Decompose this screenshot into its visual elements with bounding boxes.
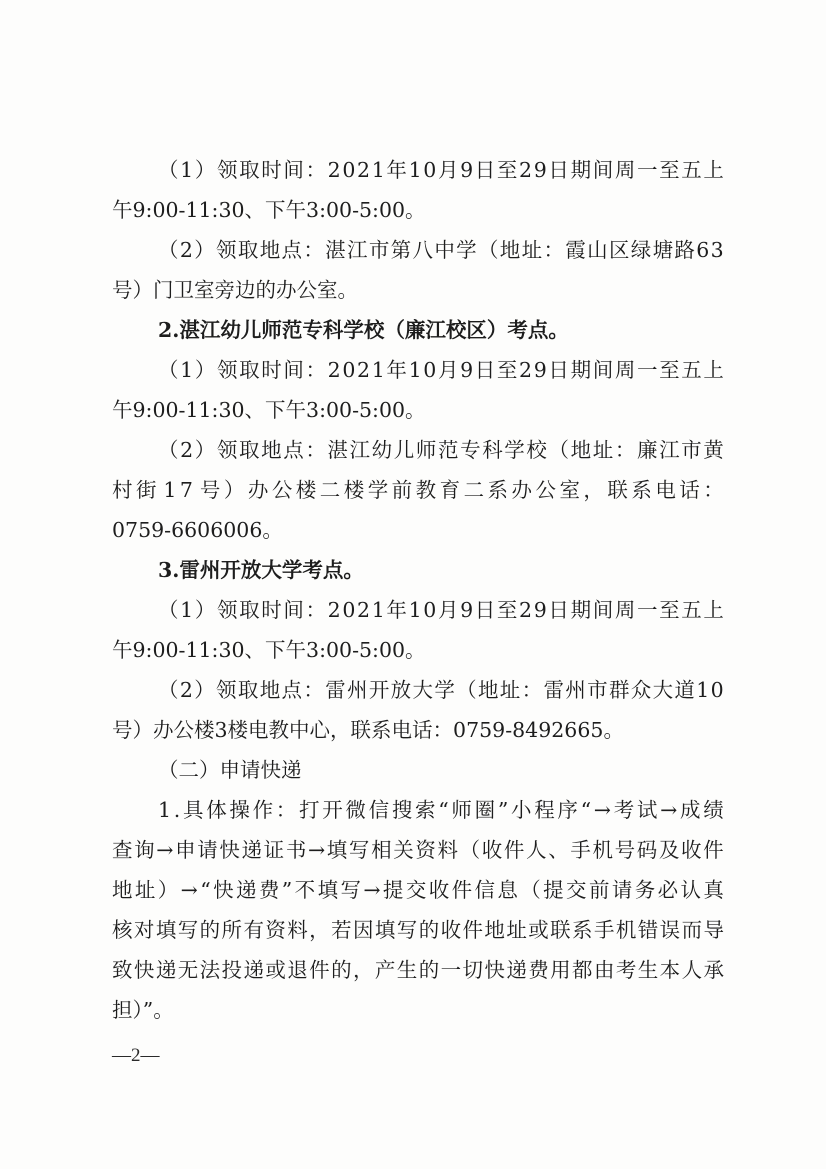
paragraph-line: （ 2 ） 领 取 地 点 ： 湛 江 幼 儿 师 范 专 科 学 校 （ 地 址 ： 廉 江 市 黄 (158, 438, 724, 462)
paragraph-line: 地 址 ） → “ 快 递 费 ” 不 填 写 → 提 交 收 件 信 息 （ 提 交 前 请 务 必 认 真 (112, 878, 724, 902)
paragraph-line: 担）”。 (112, 998, 174, 1022)
paragraph-line: （ 1 ） 领 取 时 间 ： 2 0 2 1 年 1 0 月 9 日 至 2 9 日 期 间 周 一 至 五 上 (158, 358, 724, 382)
section-heading: 3.雷州开放大学考点。 (158, 558, 364, 582)
paragraph-line: （ 1 ） 领 取 时 间 ： 2 0 2 1 年 1 0 月 9 日 至 2 9 日 期 间 周 一 至 五 上 (158, 598, 724, 622)
paragraph-line: 号）门卫室旁边的办公室。 (112, 278, 358, 302)
page-number: —2— (112, 1045, 160, 1066)
body-text (112, 150, 724, 1030)
paragraph-line: 村 街 1 7 号 ） 办 公 楼 二 楼 学 前 教 育 二 系 办 公 室 ， 联 系 电 话 ： (112, 478, 724, 502)
paragraph-line: 核 对 填 写 的 所 有 资 料 ， 若 因 填 写 的 收 件 地 址 或 联 系 手 机 错 误 而 导 (112, 918, 724, 942)
paragraph-line: 0759-6606006。 (112, 518, 283, 542)
paragraph-line: （ 2 ） 领 取 地 点 ： 湛 江 市 第 八 中 学 （ 地 址 ： 霞 山 区 绿 塘 路 6 3 (158, 238, 724, 262)
section-heading: （二）申请快递 (158, 758, 302, 782)
section-heading: 2.湛江幼儿师范专科学校（廉江校区）考点。 (158, 318, 569, 342)
paragraph-line: 号）办公楼3楼电教中心，联系电话：0759-8492665。 (112, 718, 624, 742)
paragraph-line: （ 2 ） 领 取 地 点 ： 雷 州 开 放 大 学 （ 地 址 ： 雷 州 市 群 众 大 道 1 0 (158, 678, 724, 702)
paragraph-line: 午9:00-11:30、下午3:00-5:00。 (112, 638, 426, 662)
paragraph-line: 午9:00-11:30、下午3:00-5:00。 (112, 198, 426, 222)
paragraph-line: 查 询 → 申 请 快 递 证 书 → 填 写 相 关 资 料 （ 收 件 人 、 手 机 号 码 及 收 件 (112, 838, 724, 862)
paragraph-line: 午9:00-11:30、下午3:00-5:00。 (112, 398, 426, 422)
paragraph-line: 1 . 具 体 操 作 ： 打 开 微 信 搜 索 “ 师 圈 ” 小 程 序 “ → 考 试 → 成 绩 (158, 798, 724, 822)
paragraph-line: 致 快 递 无 法 投 递 或 退 件 的 ， 产 生 的 一 切 快 递 费 用 都 由 考 生 本 人 承 (112, 958, 724, 982)
paragraph-line: （ 1 ） 领 取 时 间 ： 2 0 2 1 年 1 0 月 9 日 至 2 9 日 期 间 周 一 至 五 上 (158, 158, 724, 182)
